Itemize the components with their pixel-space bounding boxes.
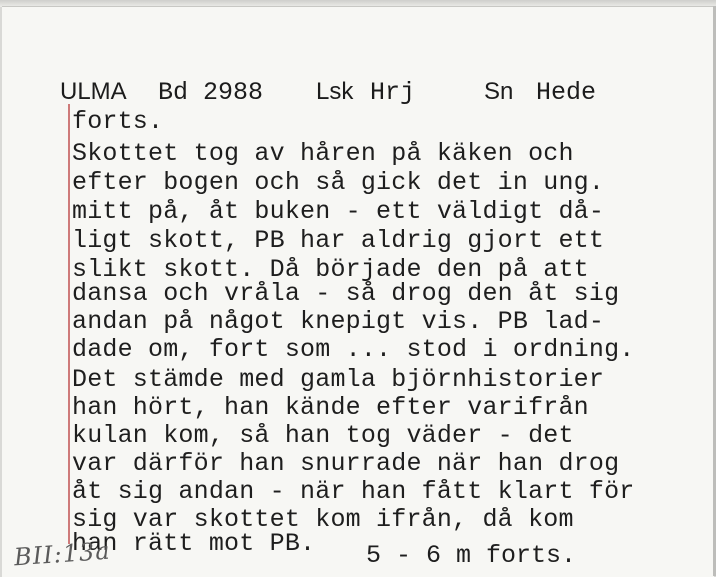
header-sn-label: Sn bbox=[484, 78, 514, 105]
header-lsk-label: Lsk bbox=[316, 78, 354, 105]
footer-pages: 5 - 6 m forts. bbox=[366, 541, 577, 570]
header-lsk-value: Hrj bbox=[370, 78, 416, 107]
text-line: kulan kom, så han tog väder - det bbox=[72, 421, 574, 450]
text-line: var därför han snurrade när han drog bbox=[72, 449, 620, 478]
text-line: åt sig andan - när han fått klart för bbox=[72, 477, 635, 506]
text-line: andan på något knepigt vis. PB lad- bbox=[72, 307, 605, 336]
text-line: han rätt mot PB. bbox=[72, 529, 316, 558]
text-line: slikt skott. Då började den på att bbox=[72, 255, 589, 284]
text-line: han hört, han kände efter varifrån bbox=[72, 393, 589, 422]
text-line: Skottet tog av håren på käken och bbox=[72, 139, 574, 168]
header-sn-value: Hede bbox=[536, 78, 597, 107]
margin-rule bbox=[68, 104, 70, 544]
text-line: mitt på, åt buken - ett väldigt då- bbox=[72, 197, 605, 226]
text-line: sig var skottet kom ifrån, då kom bbox=[72, 505, 574, 534]
text-line: dade om, fort som ... stod i ordning. bbox=[72, 335, 635, 364]
handwritten-note: BII:13a bbox=[13, 536, 112, 572]
text-line: forts. bbox=[72, 107, 164, 136]
header-word: ULMA bbox=[60, 78, 127, 105]
text-line: efter bogen och så gick det in ung. bbox=[72, 168, 605, 197]
header-bd: Bd 2988 bbox=[158, 78, 264, 107]
text-line: Det stämde med gamla björnhistorier bbox=[72, 365, 605, 394]
text-line: ligt skott, PB har aldrig gjort ett bbox=[72, 226, 605, 255]
text-line: dansa och vråla - så drog den åt sig bbox=[72, 279, 620, 308]
